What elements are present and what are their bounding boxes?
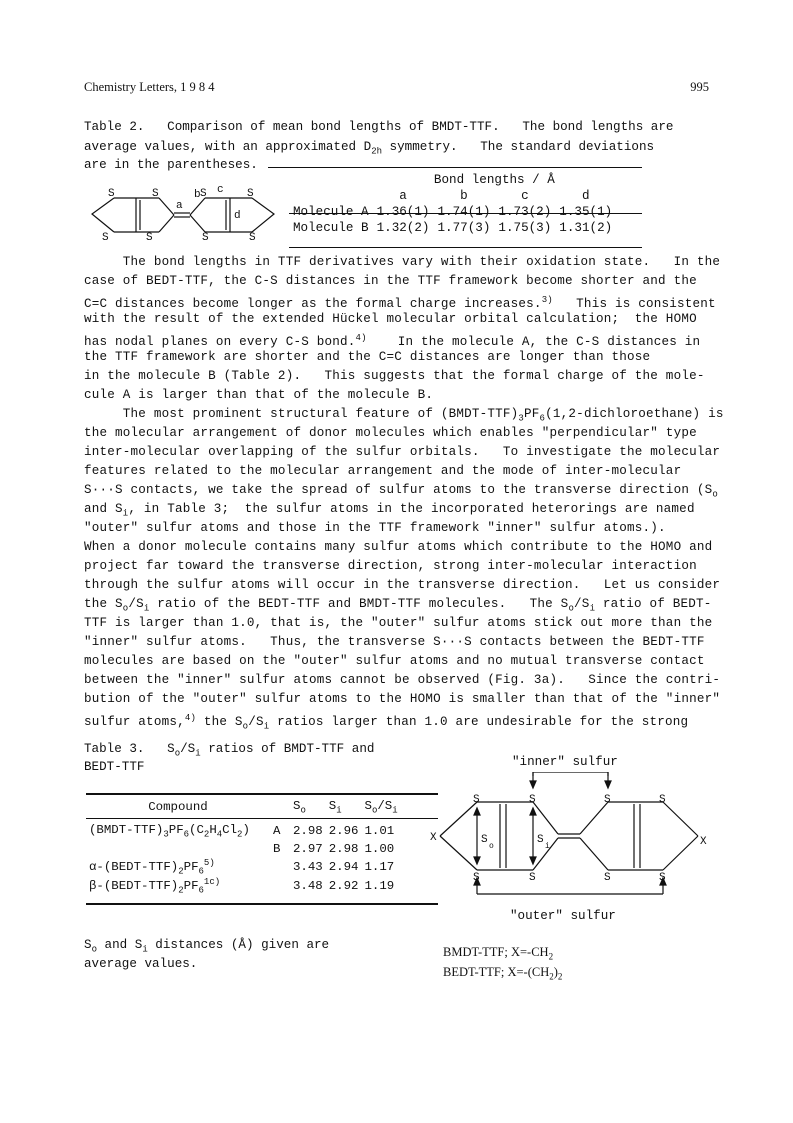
table-row: $\beta-(BEDT-TTF)_2PF_6^{1c)}$ 3.48 2.92 1.19: [86, 877, 401, 896]
bedt-definition: BEDT-TTF; $X=-(CH_2)_2$: [443, 965, 563, 982]
col-c: c: [521, 189, 529, 203]
body-line: features related to the molecular arrangement and the mode of inter-molecular: [84, 464, 682, 478]
body-line: "inner" sulfur atoms. Thus, the transverse S···S contacts between the BEDT-TTF: [84, 635, 705, 649]
col-a: a: [399, 189, 407, 203]
s-atom: S: [473, 794, 480, 806]
col-compound: Compound: [148, 800, 208, 814]
diagram-s-label: S: [202, 232, 209, 244]
s-atom: S: [604, 794, 611, 806]
body-line: the $S_o/S_i$ ratio of the BEDT-TTF and BMDT-TTF molecules. The $S_o/S_i$ ratio of BEDT-: [84, 597, 712, 614]
body-line: through the sulfur atoms will occur in the transverse direction. Let us consider: [84, 578, 721, 592]
body-line: The bond lengths in TTF derivatives vary with their oxidation state. In the: [84, 255, 721, 269]
col-b: b: [460, 189, 468, 203]
table2-bottom-rule: [289, 247, 642, 248]
table3-note-line2: average values.: [84, 957, 198, 971]
table2-top-rule: [268, 167, 642, 168]
compound-cell: $(BMDT-TTF)_3PF_6(C_2H_4Cl_2)$: [89, 822, 250, 840]
body-line: "outer" sulfur atoms and those in the TTF framework "inner" sulfur atoms.).: [84, 521, 666, 535]
table3-caption: Table 3. $S_o/S_i$ ratios of BMDT-TTF and: [84, 742, 375, 759]
diagram-s-label: S: [152, 188, 159, 200]
body-line: inter-molecular overlapping of the sulfur orbitals. To investigate the molecular: [84, 445, 721, 459]
compound-cell: $\beta-(BEDT-TTF)_2PF_6^{1c)}$: [89, 876, 221, 896]
col-ratio: $S_o/S_i$: [364, 798, 398, 816]
sulfur-spread-diagram: [430, 772, 720, 904]
bond-label-b: b: [194, 189, 201, 201]
col-d: d: [581, 189, 590, 203]
table2: [289, 172, 616, 236]
diagram-s-label: S: [146, 232, 153, 244]
diagram-s-label: S: [247, 188, 254, 200]
table2-caption-line3: are in the parentheses.: [84, 158, 258, 172]
bmdt-definition: BMDT-TTF; $X=-CH_2$: [443, 945, 554, 962]
x-group: X: [700, 836, 707, 848]
body-line: bution of the "outer" sulfur atoms to the HOMO is smaller than that of the "inner": [84, 692, 721, 706]
so-sub: o: [489, 842, 494, 851]
bond-label-c: c: [217, 184, 224, 196]
body-line: in the molecule B (Table 2). This suggests that the formal charge of the mole-: [84, 369, 705, 383]
bond-label-a: a: [176, 200, 183, 212]
compound-cell: $\alpha-(BEDT-TTF)_2PF_6^{5)}$: [89, 858, 215, 877]
s-atom: S: [659, 872, 666, 884]
so-label: S: [481, 834, 488, 846]
body-line: project far toward the transverse direction, strong inter-molecular interaction: [84, 559, 697, 573]
body-line: cule A is larger than that of the molecule B.: [84, 388, 434, 402]
si-label: S: [537, 834, 544, 846]
body-line: the molecular arrangement of donor molecules which enables "perpendicular" type: [84, 426, 697, 440]
body-line: the TTF framework are shorter and the C=C distances are longer than those: [84, 350, 651, 364]
table-row: $(BMDT-TTF)_3PF_6(C_2H_4Cl_2)$ A 2.98 2.96 1.01: [86, 822, 401, 840]
inner-sulfur-label: "inner" sulfur: [512, 755, 618, 769]
table-row: Molecule A 1.36(1) 1.74(1) 1.73(2) 1.35(1): [293, 205, 613, 219]
s-atom: S: [659, 794, 666, 806]
table3-note: $S_o$ and $S_i$ distances (Å) given are: [84, 938, 330, 955]
si-sub: i: [545, 842, 550, 851]
col-so: $S_o$: [293, 798, 306, 816]
table3-top-rule: [86, 793, 438, 795]
table-row: $\alpha-(BEDT-TTF)_2PF_6^{5)}$ 3.43 2.94 1.17: [86, 858, 401, 877]
bond-lengths-header: Bond lengths / Å: [433, 173, 555, 187]
body-line: and $S_i$, in Table 3; the sulfur atoms in the incorporated heterorings are named: [84, 502, 695, 519]
s-atom: S: [529, 872, 536, 884]
journal-header: Chemistry Letters, 1 9 8 4: [84, 80, 215, 94]
table-row: Molecule B 1.32(2) 1.77(3) 1.75(3) 1.31(2): [293, 221, 613, 235]
body-line: C=C distances become longer as the formal charge increases.$^{3)}$ This is consistent: [84, 295, 716, 312]
page-number: 995: [690, 80, 709, 94]
table2-caption-line1: Table 2. Comparison of mean bond lengths of BMDT-TTF. The bond lengths are: [84, 120, 674, 134]
bond-label-d: d: [234, 210, 241, 222]
body-line: TTF is larger than 1.0, that is, the "outer" sulfur atoms stick out more than the: [84, 616, 713, 630]
body-line: has nodal planes on every C-S bond.$^{4)}$ In the molecule A, the C-S distances in: [84, 333, 701, 350]
diagram-s-label: S: [249, 232, 256, 244]
outer-sulfur-label: "outer" sulfur: [510, 909, 616, 923]
col-si: $S_i$: [328, 798, 342, 816]
body-line: with the result of the extended Hückel molecular orbital calculation; the HOMO: [84, 312, 697, 326]
table2-caption-line2: average values, with an approximated $D_{2h}$ symmetry. The standard deviations: [84, 140, 655, 157]
body-line: between the "inner" sulfur atoms cannot be observed (Fig. 3a). Since the contri-: [84, 673, 721, 687]
s-atom: S: [604, 872, 611, 884]
body-line: The most prominent structural feature of $(BMDT-TTF)_3PF_6(1,2-dichloroethane)$ is: [84, 407, 724, 424]
body-line: sulfur atoms,$^{4)}$ the $S_o/S_i$ ratios larger than 1.0 are undesirable for the strong: [84, 713, 689, 732]
table3-caption-line2: BEDT-TTF: [84, 760, 145, 774]
table3-bottom-rule: [86, 903, 438, 905]
body-line: S···S contacts, we take the spread of sulfur atoms to the transverse direction ($S_o$: [84, 483, 718, 500]
body-line: When a donor molecule contains many sulfur atoms which contribute to the HOMO and: [84, 540, 713, 554]
s-atom: S: [529, 794, 536, 806]
body-line: molecules are based on the "outer" sulfur atoms and no mutual transverse contact: [84, 654, 705, 668]
s-atom: S: [473, 872, 480, 884]
bmdt-ttf-bond-diagram: [84, 184, 284, 244]
body-line: case of BEDT-TTF, the C-S distances in the TTF framework become shorter and the: [84, 274, 697, 288]
diagram-s-label: S: [108, 188, 115, 200]
table-row: B 2.97 2.98 1.00: [273, 842, 395, 856]
x-group: X: [430, 832, 437, 844]
diagram-s-label: S: [200, 188, 207, 200]
diagram-s-label: S: [102, 232, 109, 244]
table3: [86, 798, 401, 895]
